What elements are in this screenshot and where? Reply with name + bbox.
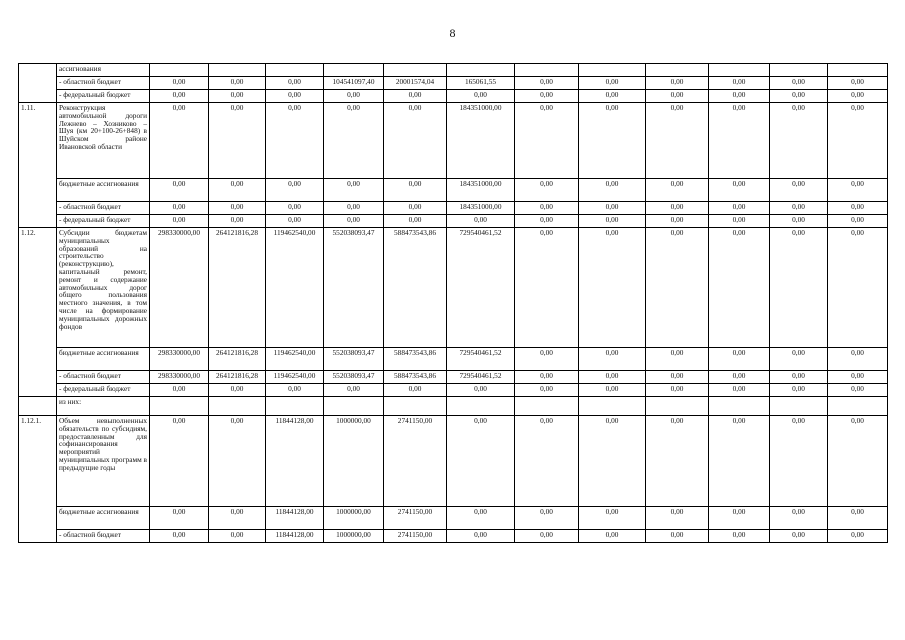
value-cell: 0,00 xyxy=(646,90,709,103)
row-code: 1.12. xyxy=(19,228,57,397)
value-cell: 0,00 xyxy=(266,77,324,90)
value-cell: 0,00 xyxy=(515,416,579,507)
value-cell: 0,00 xyxy=(579,507,646,530)
value-cell: 0,00 xyxy=(515,371,579,384)
value-cell: 0,00 xyxy=(770,103,828,179)
table-row xyxy=(19,64,888,77)
value-cell: 0,00 xyxy=(646,530,709,543)
value-cell: 0,00 xyxy=(770,202,828,215)
value-cell: 0,00 xyxy=(150,384,209,397)
value-cell: 0,00 xyxy=(646,371,709,384)
value-cell: 165061,55 xyxy=(447,77,515,90)
value-cell: 11844128,00 xyxy=(266,530,324,543)
value-cell: 588473543,86 xyxy=(384,371,447,384)
table-row xyxy=(19,416,888,507)
value-cell: 729540461,52 xyxy=(447,348,515,371)
row-description: бюджетные ассигнования xyxy=(57,179,150,202)
value-cell xyxy=(324,397,384,416)
value-cell: 1000000,00 xyxy=(324,507,384,530)
value-cell: 0,00 xyxy=(828,384,888,397)
value-cell: 0,00 xyxy=(709,371,770,384)
budget-table xyxy=(18,63,888,543)
value-cell xyxy=(384,64,447,77)
value-cell: 11844128,00 xyxy=(266,416,324,507)
value-cell: 0,00 xyxy=(266,103,324,179)
value-cell xyxy=(828,397,888,416)
value-cell: 0,00 xyxy=(447,90,515,103)
value-cell xyxy=(515,64,579,77)
value-cell: 0,00 xyxy=(209,90,266,103)
value-cell: 0,00 xyxy=(579,215,646,228)
row-description: - федеральный бюджет xyxy=(57,90,150,103)
value-cell xyxy=(266,397,324,416)
value-cell: 0,00 xyxy=(770,77,828,90)
value-cell xyxy=(209,64,266,77)
value-cell: 2741150,00 xyxy=(384,507,447,530)
value-cell: 729540461,52 xyxy=(447,228,515,348)
value-cell: 184351000,00 xyxy=(447,179,515,202)
value-cell: 552038093,47 xyxy=(324,348,384,371)
value-cell: 0,00 xyxy=(828,179,888,202)
value-cell: 20001574,04 xyxy=(384,77,447,90)
table-row xyxy=(19,507,888,530)
value-cell: 0,00 xyxy=(709,348,770,371)
value-cell: 0,00 xyxy=(709,384,770,397)
value-cell: 0,00 xyxy=(447,215,515,228)
value-cell: 2741150,00 xyxy=(384,530,447,543)
value-cell: 0,00 xyxy=(266,384,324,397)
value-cell xyxy=(324,64,384,77)
value-cell: 0,00 xyxy=(515,228,579,348)
value-cell: 588473543,86 xyxy=(384,228,447,348)
value-cell: 0,00 xyxy=(709,103,770,179)
row-code xyxy=(19,397,57,416)
table-row xyxy=(19,77,888,90)
value-cell: 0,00 xyxy=(209,384,266,397)
value-cell: 0,00 xyxy=(770,530,828,543)
row-code: 1.12.1. xyxy=(19,416,57,543)
row-description: Реконструкция автомобильной дороги Лежнево – Хозниково – Шуя (км 20+100-26+848) в Шуйском районе Ивановской области xyxy=(57,103,150,179)
value-cell: 0,00 xyxy=(324,103,384,179)
value-cell: 0,00 xyxy=(209,416,266,507)
value-cell: 0,00 xyxy=(828,228,888,348)
value-cell: 0,00 xyxy=(709,179,770,202)
value-cell: 552038093,47 xyxy=(324,228,384,348)
value-cell: 0,00 xyxy=(646,215,709,228)
value-cell: 0,00 xyxy=(709,90,770,103)
value-cell: 0,00 xyxy=(515,215,579,228)
value-cell: 0,00 xyxy=(515,507,579,530)
value-cell: 298330000,00 xyxy=(150,228,209,348)
value-cell: 0,00 xyxy=(150,416,209,507)
value-cell: 2741150,00 xyxy=(384,416,447,507)
value-cell: 0,00 xyxy=(515,90,579,103)
value-cell: 0,00 xyxy=(579,530,646,543)
value-cell: 0,00 xyxy=(770,348,828,371)
value-cell: 0,00 xyxy=(150,77,209,90)
value-cell: 0,00 xyxy=(447,384,515,397)
value-cell: 0,00 xyxy=(646,416,709,507)
row-description: - федеральный бюджет xyxy=(57,215,150,228)
value-cell: 0,00 xyxy=(579,384,646,397)
value-cell: 0,00 xyxy=(384,103,447,179)
value-cell: 0,00 xyxy=(384,384,447,397)
value-cell xyxy=(579,64,646,77)
value-cell: 0,00 xyxy=(384,90,447,103)
value-cell xyxy=(266,64,324,77)
value-cell: 0,00 xyxy=(579,228,646,348)
value-cell: 184351000,00 xyxy=(447,202,515,215)
value-cell xyxy=(209,397,266,416)
value-cell: 0,00 xyxy=(150,202,209,215)
value-cell: 0,00 xyxy=(828,348,888,371)
value-cell: 0,00 xyxy=(209,103,266,179)
value-cell: 0,00 xyxy=(709,416,770,507)
table-row xyxy=(19,202,888,215)
value-cell: 0,00 xyxy=(266,90,324,103)
page-number: 8 xyxy=(449,26,456,40)
value-cell: 0,00 xyxy=(150,507,209,530)
value-cell: 729540461,52 xyxy=(447,371,515,384)
value-cell: 0,00 xyxy=(709,530,770,543)
value-cell: 588473543,86 xyxy=(384,348,447,371)
value-cell: 0,00 xyxy=(770,179,828,202)
value-cell xyxy=(770,64,828,77)
value-cell: 0,00 xyxy=(770,416,828,507)
row-description: Объем невыполненных обязательств по субсидиям, предоставленным для софинансирования мероприятий муниципальных программ в предыдущие годы xyxy=(57,416,150,507)
value-cell: 11844128,00 xyxy=(266,507,324,530)
table-row xyxy=(19,397,888,416)
value-cell xyxy=(447,64,515,77)
value-cell: 0,00 xyxy=(770,384,828,397)
row-description: из них: xyxy=(57,397,150,416)
value-cell: 0,00 xyxy=(770,507,828,530)
value-cell: 0,00 xyxy=(515,202,579,215)
value-cell xyxy=(709,64,770,77)
value-cell: 0,00 xyxy=(646,507,709,530)
value-cell: 0,00 xyxy=(579,202,646,215)
value-cell: 0,00 xyxy=(447,530,515,543)
table-row xyxy=(19,179,888,202)
value-cell: 0,00 xyxy=(324,384,384,397)
value-cell: 0,00 xyxy=(209,77,266,90)
table-row xyxy=(19,215,888,228)
row-description: ассигнования xyxy=(57,64,150,77)
value-cell: 1000000,00 xyxy=(324,530,384,543)
row-description: - областной бюджет xyxy=(57,202,150,215)
value-cell: 0,00 xyxy=(384,202,447,215)
value-cell xyxy=(150,64,209,77)
table-row xyxy=(19,348,888,371)
value-cell: 0,00 xyxy=(579,416,646,507)
value-cell xyxy=(384,397,447,416)
value-cell: 0,00 xyxy=(579,348,646,371)
value-cell: 0,00 xyxy=(150,103,209,179)
value-cell: 0,00 xyxy=(828,371,888,384)
value-cell: 0,00 xyxy=(828,90,888,103)
value-cell: 0,00 xyxy=(324,90,384,103)
value-cell: 0,00 xyxy=(828,215,888,228)
value-cell: 1000000,00 xyxy=(324,416,384,507)
value-cell: 0,00 xyxy=(770,371,828,384)
value-cell: 264121816,28 xyxy=(209,228,266,348)
value-cell: 0,00 xyxy=(150,215,209,228)
value-cell xyxy=(709,397,770,416)
value-cell: 0,00 xyxy=(828,507,888,530)
value-cell: 0,00 xyxy=(209,202,266,215)
value-cell: 0,00 xyxy=(515,384,579,397)
value-cell: 0,00 xyxy=(770,228,828,348)
table-row xyxy=(19,371,888,384)
value-cell xyxy=(646,397,709,416)
value-cell: 0,00 xyxy=(709,507,770,530)
value-cell: 0,00 xyxy=(447,507,515,530)
row-code xyxy=(19,64,57,103)
row-description: Субсидии бюджетам муниципальных образований на строительство (реконструкцию), капитальный ремонт, ремонт и содержание автомобильных дорог общего пользования местного значения, в том числе на формирование муниципальных дорожных фондов xyxy=(57,228,150,348)
value-cell: 0,00 xyxy=(828,77,888,90)
value-cell: 264121816,28 xyxy=(209,348,266,371)
value-cell: 0,00 xyxy=(515,77,579,90)
value-cell: 0,00 xyxy=(266,179,324,202)
value-cell: 0,00 xyxy=(515,530,579,543)
value-cell: 0,00 xyxy=(828,530,888,543)
value-cell: 0,00 xyxy=(646,103,709,179)
value-cell: 119462540,00 xyxy=(266,348,324,371)
value-cell: 0,00 xyxy=(709,77,770,90)
value-cell: 0,00 xyxy=(828,103,888,179)
value-cell: 0,00 xyxy=(150,530,209,543)
value-cell: 0,00 xyxy=(324,179,384,202)
value-cell: 0,00 xyxy=(646,179,709,202)
value-cell: 0,00 xyxy=(646,228,709,348)
value-cell: 264121816,28 xyxy=(209,371,266,384)
row-description: - областной бюджет xyxy=(57,530,150,543)
value-cell: 0,00 xyxy=(515,348,579,371)
value-cell: 0,00 xyxy=(384,215,447,228)
value-cell: 0,00 xyxy=(579,371,646,384)
value-cell xyxy=(646,64,709,77)
value-cell: 0,00 xyxy=(266,202,324,215)
value-cell: 119462540,00 xyxy=(266,371,324,384)
value-cell: 552038093,47 xyxy=(324,371,384,384)
value-cell: 0,00 xyxy=(515,179,579,202)
value-cell: 0,00 xyxy=(579,103,646,179)
table-row xyxy=(19,228,888,348)
value-cell: 0,00 xyxy=(579,179,646,202)
row-code: 1.11. xyxy=(19,103,57,228)
value-cell: 0,00 xyxy=(646,77,709,90)
value-cell: 0,00 xyxy=(709,215,770,228)
value-cell xyxy=(515,397,579,416)
value-cell: 0,00 xyxy=(646,384,709,397)
value-cell: 298330000,00 xyxy=(150,371,209,384)
value-cell: 0,00 xyxy=(324,202,384,215)
value-cell: 0,00 xyxy=(646,348,709,371)
row-description: - областной бюджет xyxy=(57,77,150,90)
row-description: бюджетные ассигнования xyxy=(57,507,150,530)
value-cell: 0,00 xyxy=(828,202,888,215)
value-cell xyxy=(770,397,828,416)
value-cell: 0,00 xyxy=(209,215,266,228)
value-cell: 0,00 xyxy=(209,530,266,543)
value-cell: 0,00 xyxy=(646,202,709,215)
table-row xyxy=(19,90,888,103)
value-cell: 0,00 xyxy=(266,215,324,228)
value-cell: 0,00 xyxy=(150,179,209,202)
value-cell: 0,00 xyxy=(209,507,266,530)
value-cell: 0,00 xyxy=(709,202,770,215)
value-cell: 0,00 xyxy=(209,179,266,202)
value-cell: 0,00 xyxy=(828,416,888,507)
value-cell: 0,00 xyxy=(770,215,828,228)
value-cell: 0,00 xyxy=(324,215,384,228)
value-cell: 298330000,00 xyxy=(150,348,209,371)
row-description: бюджетные ассигнования xyxy=(57,348,150,371)
value-cell: 104541097,40 xyxy=(324,77,384,90)
value-cell: 0,00 xyxy=(770,90,828,103)
value-cell xyxy=(579,397,646,416)
value-cell: 0,00 xyxy=(447,416,515,507)
value-cell: 0,00 xyxy=(384,179,447,202)
value-cell xyxy=(447,397,515,416)
value-cell: 184351000,00 xyxy=(447,103,515,179)
value-cell xyxy=(828,64,888,77)
table-row xyxy=(19,530,888,543)
value-cell: 0,00 xyxy=(709,228,770,348)
value-cell xyxy=(150,397,209,416)
value-cell: 0,00 xyxy=(150,90,209,103)
value-cell: 119462540,00 xyxy=(266,228,324,348)
value-cell: 0,00 xyxy=(579,90,646,103)
table-row xyxy=(19,103,888,179)
row-description: - областной бюджет xyxy=(57,371,150,384)
table-body xyxy=(19,64,888,543)
table-row xyxy=(19,384,888,397)
value-cell: 0,00 xyxy=(515,103,579,179)
value-cell: 0,00 xyxy=(579,77,646,90)
row-description: - федеральный бюджет xyxy=(57,384,150,397)
